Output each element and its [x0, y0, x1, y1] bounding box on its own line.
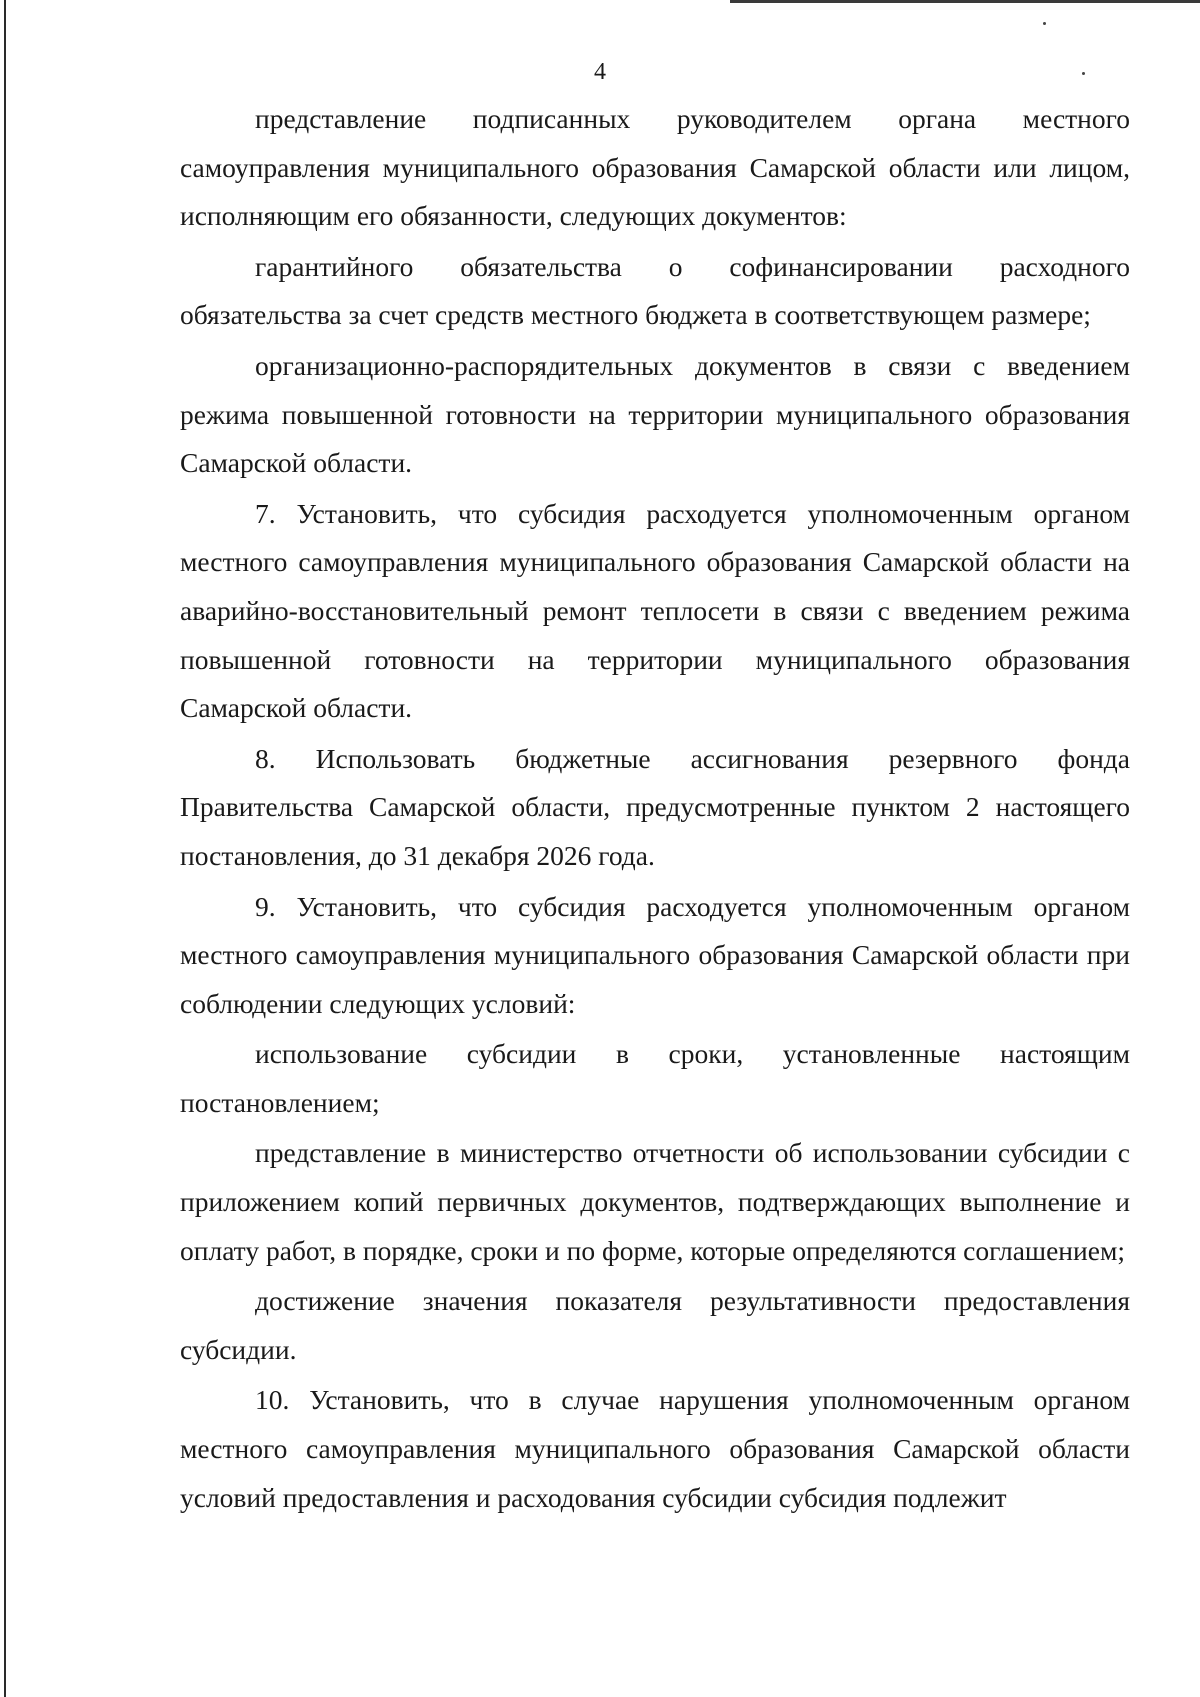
paragraph: гарантийного обязательства о софинансировании расходного обязательства за счет средств местного бюджета в соответствующем размере;: [180, 250, 1130, 331]
paragraph: 10. Установить, что в случае нарушения уполномоченным органом местного самоуправления муниципального образования Самарской области условий предоставления и расходования субсидии субсидия подлежит: [180, 1384, 1130, 1513]
document-body: [180, 95, 1130, 1524]
page-number: 4: [594, 59, 606, 85]
paragraph: использование субсидии в сроки, установленные настоящим постановлением;: [180, 1038, 1130, 1118]
scan-left-edge: [4, 0, 6, 1697]
paragraph: 9. Установить, что субсидия расходуется уполномоченным органом местного самоуправления муниципального образования Самарской области при соблюдении следующих условий:: [180, 890, 1130, 1019]
paragraph: представление в министерство отчетности об использовании субсидии с приложением копий первичных документов, подтверждающих выполнение и оплату работ, в порядке, сроки и по форме, которые определяются соглашением;: [180, 1137, 1130, 1266]
paragraph: организационно-распорядительных документов в связи с введением режима повышенной готовности на территории муниципального образования Самарской области.: [180, 349, 1130, 479]
paragraph: представление подписанных руководителем органа местного самоуправления муниципального образования Самарской области или лицом, исполняющим его обязанности, следующих документов:: [180, 103, 1130, 232]
paragraph: 8. Использовать бюджетные ассигнования резервного фонда Правительства Самарской области, предусмотренные пунктом 2 настоящего постановления, до 31 декабря 2026 года.: [180, 742, 1130, 871]
paragraph: 7. Установить, что субсидия расходуется уполномоченным органом местного самоуправления муниципального образования Самарской области на аварийно-восстановительный ремонт теплосети в связи с введением режима повышенной готовности на территории муниципального образования Самарской области.: [180, 497, 1130, 724]
scan-top-edge: [730, 0, 1200, 3]
paragraph: достижение значения показателя результативности предоставления субсидии.: [180, 1285, 1130, 1365]
scan-speck: [1043, 22, 1046, 25]
